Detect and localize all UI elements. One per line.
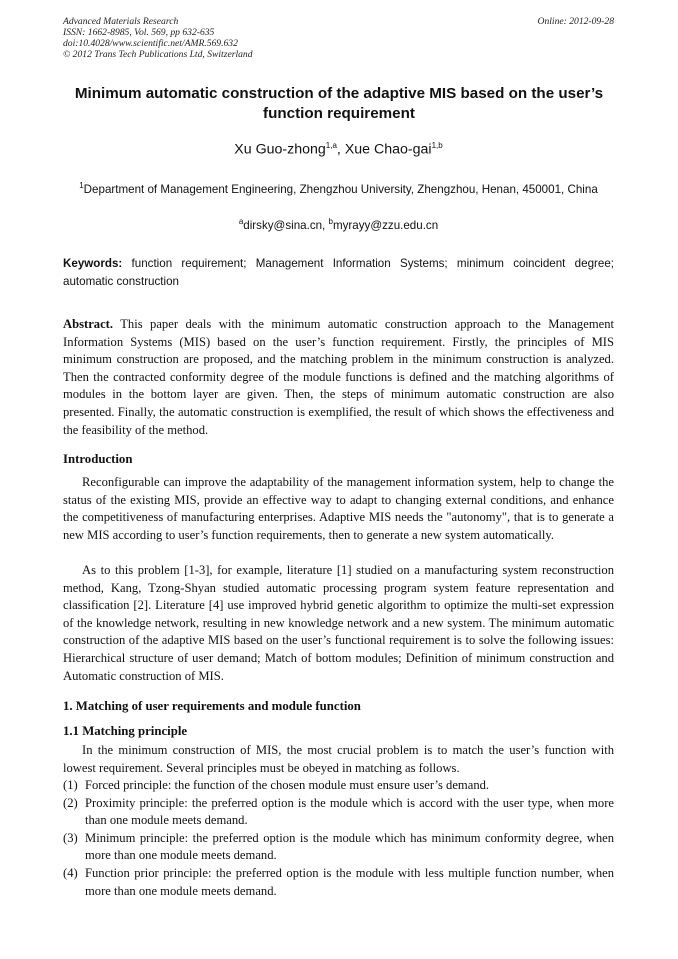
list-item-number: (3): [63, 830, 78, 845]
intro-paragraph-1: Reconfigurable can improve the adaptability of the management information system, help to change the status of the existing MIS, provide an effective way to adapt to changing external conditions, and enhance the competitiveness of manufacturing enterprises. Adaptive MIS needs the "autonomy", that is to generate a new MIS according to user’s function requirements, then to generate a new system automatically.: [63, 475, 614, 542]
online-date: Online: 2012-09-28: [537, 16, 614, 27]
paper-title: Minimum automatic construction of the adaptive MIS based on the user’s function requirement: [74, 85, 604, 122]
email-a-marker: a: [238, 217, 244, 226]
intro-heading: Introduction: [63, 452, 133, 466]
email-b[interactable]: myrayy@zzu.edu.cn: [332, 218, 439, 232]
list-item-text: Function prior principle: the preferred option is the module with less multiple function number, when more than one module meets demand.: [85, 865, 614, 898]
abstract-text: This paper deals with the minimum automatic construction approach to the Management Information Systems (MIS) based on the user’s function requirement. Firstly, the principles of MIS minimum construction are proposed, and the matching problem in the minimum construction is analyzed. Then the contracted conformity degree of the module functions is defined and the matching algorithms of modules in the bottom layer are given. Then, the steps of minimum automatic construction are also presented. Finally, the automatic construction is exemplified, the result of which shows the effectiveness and the feasibility of the method.: [63, 317, 614, 437]
abstract-label: Abstract.: [63, 317, 114, 331]
principle-list: [63, 777, 614, 900]
email-b-marker: b: [328, 217, 333, 226]
copyright-line: © 2012 Trans Tech Publications Ltd, Switzerland: [63, 49, 253, 60]
issn-line: ISSN: 1662-8985, Vol. 569, pp 632-635: [63, 27, 215, 38]
doi-line: doi:10.4028/www.scientific.net/AMR.569.632: [63, 38, 238, 49]
author-1-affil: 1,a: [325, 141, 337, 150]
list-item-text: Forced principle: the function of the chosen module must ensure user’s demand.: [85, 778, 490, 792]
list-item-text: Proximity principle: the preferred option is the module which is accord with the user type, when more than one module meets demand.: [85, 795, 614, 828]
list-item-number: (2): [63, 795, 78, 810]
keywords-text: function requirement; Management Information Systems; minimum coincident degree; automatic construction: [63, 257, 614, 288]
list-item: [63, 777, 614, 795]
keywords: [63, 255, 614, 290]
affiliation-text: Department of Management Engineering, Zhengzhou University, Zhengzhou, Henan, 450001, China: [83, 182, 598, 196]
author-2-affil: 1,b: [431, 141, 443, 150]
affiliation-marker: 1: [79, 181, 84, 190]
abstract: [63, 316, 614, 439]
intro-paragraph-2: As to this problem [1-3], for example, literature [1] studied on a manufacturing system reconstruction method, Kang, Tzong-Shyan studied automatic processing program system feature representation and classification [2]. Literature [4] use improved hybrid genetic algorithm to optimize the multi-set expression of the knowledge network, resulting in new knowledge network and a new system. The minimum automatic construction of the adaptive MIS based on the user’s functional requirement is to solve the following issues: Hierarchical structure of user demand; Match of bottom modules; Definition of minimum construction and Automatic construction of MIS.: [63, 563, 614, 683]
author-separator: ,: [336, 141, 345, 158]
list-item-text: Minimum principle: the preferred option is the module which has minimum conformity degree, when more than one module meets demand.: [85, 830, 614, 863]
keywords-label: Keywords:: [63, 257, 123, 270]
author-1: Xu Guo-zhong: [234, 141, 326, 158]
email-a[interactable]: dirsky@sina.cn,: [243, 218, 329, 232]
author-2: Xue Chao-gai: [344, 141, 432, 158]
subsection-1-1-heading: 1.1 Matching principle: [63, 724, 188, 738]
journal-name: Advanced Materials Research: [63, 16, 179, 27]
author-line: [63, 141, 614, 158]
section-1-heading: 1. Matching of user requirements and module function: [63, 699, 361, 713]
email-line: [63, 217, 614, 232]
list-item: [63, 795, 614, 830]
list-item: [63, 830, 614, 865]
list-item: [63, 865, 614, 900]
section-1-1-paragraph: In the minimum construction of MIS, the most crucial problem is to match the user’s function with lowest requirement. Several principles must be obeyed in matching as follows.: [63, 743, 614, 775]
affiliation: [63, 177, 614, 198]
list-item-number: (1): [63, 778, 78, 792]
list-item-number: (4): [63, 865, 78, 880]
